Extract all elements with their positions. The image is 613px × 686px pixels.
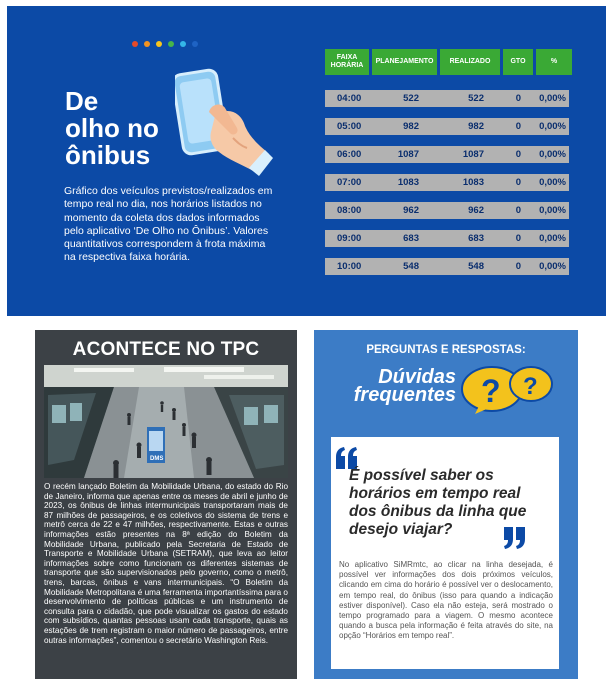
acontece-no-tpc-panel: [35, 330, 297, 679]
cell-planned: 1083: [397, 177, 419, 188]
cell-hour: 06:00: [337, 149, 362, 160]
dot-yellow: [156, 41, 162, 47]
cell-realized: 982: [468, 121, 484, 132]
metro-station-platform-photo: [44, 365, 288, 478]
cell-realized: 1083: [462, 177, 484, 188]
decorative-dots: [132, 41, 198, 47]
cell-planned: 1087: [397, 149, 419, 160]
table-header: [325, 49, 572, 75]
close-quote-icon: [503, 527, 527, 549]
hero-title-line-1: De: [65, 86, 99, 116]
faq-card: [331, 437, 559, 669]
faq-question: É possível saber os horários em tempo real dos ônibus da linha que desejo viajar?: [349, 467, 527, 538]
faq-kicker: PERGUNTAS E RESPOSTAS:: [366, 344, 526, 356]
dot-cyan: [180, 41, 186, 47]
cell-planned: 683: [403, 233, 419, 244]
faq-title: [336, 368, 456, 404]
hero-title-line-2: olho no: [65, 113, 159, 143]
cell-percent: 0,00%: [539, 121, 566, 132]
bubble-question-mark-small: ?: [523, 373, 538, 400]
header-percent: %: [536, 49, 572, 75]
cell-gto: 0: [515, 205, 521, 216]
table-row: [325, 118, 569, 135]
cell-gto: 0: [515, 149, 521, 160]
cell-planned: 548: [403, 261, 419, 272]
table-row: [325, 146, 569, 163]
cell-percent: 0,00%: [539, 93, 566, 104]
cell-gto: 0: [515, 93, 521, 104]
cell-percent: 0,00%: [539, 261, 566, 272]
dot-red: [132, 41, 138, 47]
cell-gto: 0: [515, 177, 521, 188]
hero-description: Gráfico dos veículos previstos/realizados em tempo real no dia, nos horários listados no momento da coleta dos dados informados pelo aplicativo ‘De Olho no Ônibus’. Valores quantitativos correspondem à frota máxima na respectiva faixa horária.: [64, 185, 273, 264]
cell-realized: 683: [468, 233, 484, 244]
table-row: [325, 174, 569, 191]
faq-answer: No aplicativo SiMRmtc, ao clicar na linha desejada, é possível ver informações dos dois próximos veículos, clicando em cima do horário é possível ver o deslocamento, em tempo real, do ônibus (isso para quando a indicação estiver disponível). Caso ela não esteja, será mostrado o tempo programado para a viagem. O mesmo acontece quando a busca pela informação é feita através do site, na opção “Horários em tempo real”.: [339, 560, 553, 641]
cell-hour: 04:00: [337, 93, 362, 104]
cell-percent: 0,00%: [539, 205, 566, 216]
bubble-question-mark-large: ?: [481, 373, 501, 409]
cell-gto: 0: [515, 261, 521, 272]
hand-holding-phone-icon: [175, 68, 273, 176]
table-row: [325, 90, 569, 107]
header-realizado: REALIZADO: [440, 49, 500, 75]
cell-realized: 522: [468, 93, 484, 104]
news-title: ACONTECE NO TPC: [72, 339, 260, 360]
table-row: [325, 230, 569, 247]
table-row: [325, 202, 569, 219]
hero-title: [65, 88, 185, 169]
photo-sign-text: DMS: [150, 456, 164, 462]
cell-hour: 09:00: [337, 233, 362, 244]
news-body: O recém lançado Boletim da Mobilidade Urbana, do estado do Rio de Janeiro, informa que apenas entre os meses de abril e junho de 2023, os ônibus de linhas intermunicipais transportaram mais de 87 milhões de passageiros, e os coletivos do sistema de trens e metrô cerca de 22 e 47 milhões, respectivamente. Estas e outras informações estão presentes na 8ª edição do Boletim da Mobilidade Urbana, publicado pela Secretaria de Estado de Transporte e Mobilidade Urbana (SETRAM), que leva ao leitor informações sobre como funcionam os diferentes sistemas de transporte que são supervisionados pelo governo, como o metrô, trens, barcas, ônibus e vans intermunicipais. “O Boletim da Mobilidade Metropolitana é uma ferramenta importantíssima para o desenvolvimento de políticas públicas e um instrumento de consulta para o cidadão, que pode visualizar os gastos do estado com subsídios, quantas pessoas usam cada transporte, quais as estações de trem registram o maior número de passageiros, entre outras informações”, comentou o secretário Washington Reis.: [44, 482, 288, 645]
cell-planned: 522: [403, 93, 419, 104]
header-faixa-horaria: FAIXA HORÁRIA: [325, 49, 369, 75]
header-gto: GTO: [503, 49, 533, 75]
cell-hour: 10:00: [337, 261, 362, 272]
cell-gto: 0: [515, 233, 521, 244]
dot-orange: [144, 41, 150, 47]
header-planejamento: PLANEJAMENTO: [372, 49, 437, 75]
cell-percent: 0,00%: [539, 177, 566, 188]
open-quote-icon: [334, 447, 358, 469]
faq-title-line-1: Dúvidas: [378, 366, 456, 388]
table-row: [325, 258, 569, 275]
cell-percent: 0,00%: [539, 149, 566, 160]
question-bubbles-icon: [459, 364, 554, 414]
cell-planned: 962: [403, 205, 419, 216]
dot-blue: [192, 41, 198, 47]
faq-title-line-2: frequentes: [353, 384, 456, 406]
cell-realized: 962: [468, 205, 484, 216]
cell-gto: 0: [515, 121, 521, 132]
cell-hour: 08:00: [337, 205, 362, 216]
cell-hour: 07:00: [337, 177, 362, 188]
de-olho-no-onibus-panel: [7, 6, 606, 316]
cell-realized: 1087: [462, 149, 484, 160]
cell-hour: 05:00: [337, 121, 362, 132]
cell-realized: 548: [468, 261, 484, 272]
cell-planned: 982: [403, 121, 419, 132]
perguntas-e-respostas-panel: [314, 330, 578, 679]
dot-green: [168, 41, 174, 47]
cell-percent: 0,00%: [539, 233, 566, 244]
hero-title-line-3: ônibus: [65, 140, 151, 170]
